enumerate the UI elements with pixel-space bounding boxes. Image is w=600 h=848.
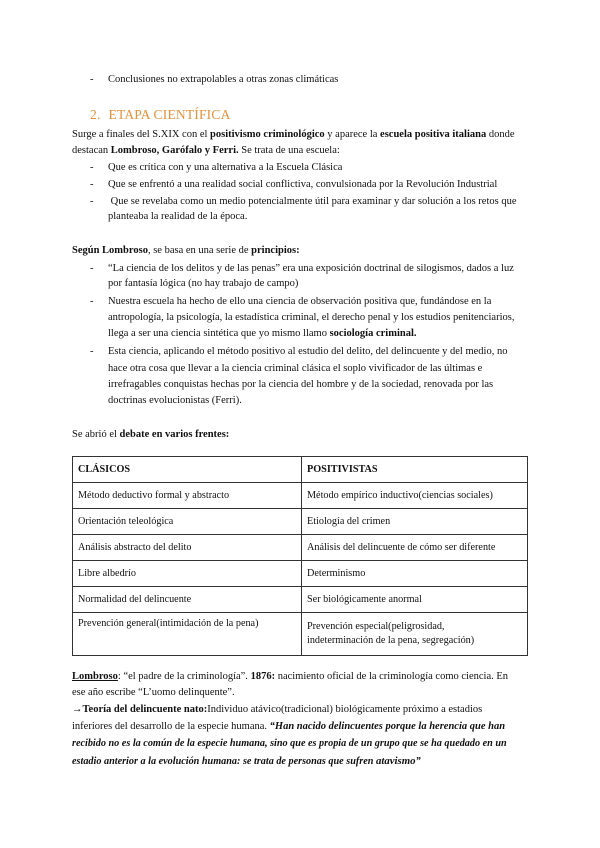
intro-bold-escuela: escuela positiva italiana [380,129,487,140]
intro-line-2 [72,144,340,158]
table-row [73,587,528,613]
closing-line-6 [72,753,421,770]
principle-3-line-4: doctrinas evolucionistas (Ferri). [108,395,242,406]
bullet-dash: - [90,179,94,190]
arrow-right-icon: → [72,704,83,715]
closing-atavismo: atavismo [375,755,416,767]
school-bullet-1: Que es crítica con y una alternativa a la Escuela Clásica [108,162,343,173]
bullet-dash: - [90,196,94,207]
closing-text: inferiores del desarrollo de la especie humana. [72,721,270,732]
closing-line-1 [72,669,508,685]
table-cell-line: Prevención especial(peligrosidad, [307,621,445,632]
table-cell: Ser biológicamente anormal [302,587,528,613]
lombroso-principios: principios: [251,245,300,256]
closing-line-3 [72,702,482,718]
principle-text: llega a ser una ciencia sintética que yo mismo llamo [108,328,330,339]
school-bullet-3-cont: planteaba la realidad de la época. [108,211,248,222]
closing-quote: estadio anterior a la evolución humana: se trata de personas que sufren [72,756,376,767]
section-title: ETAPA CIENTÍFICA [108,107,231,122]
intro-text: Se trata de una escuela: [238,145,340,156]
intro-line-1 [72,128,515,142]
table-row [73,561,528,587]
table-cell: Etiología del crimen [302,509,528,535]
principle-2-line-2: antropología, la psicología, la estadística criminal, el derecho penal y los estudios penitenciarios, [108,312,515,323]
principle-3-line-1: Esta ciencia, aplicando el método positivo al estudio del delito, del delincuente y del medio, no [108,346,508,357]
table-row [73,613,528,656]
closing-lombroso: Lombroso [72,671,118,682]
table-cell: Libre albedrío [73,561,302,587]
principle-1-line-1: “La ciencia de los delitos y de las penas” era una exposición doctrinal de silogismos, dados a luz [108,263,514,274]
table-cell-line: indeterminación de la pena, segregación) [307,635,475,646]
principle-2-line-3 [108,327,417,341]
principle-1-line-2: por fantasía lógica (no hay trabajo de campo) [108,278,299,289]
closing-text: Individuo atávico(tradicional) biológicamente próximo a estadios [207,704,483,715]
table-cell: Prevención general(intimidación de la pena) [73,613,302,656]
closing-quote: “Han nacido delincuentes porque la herencia que han [269,721,506,732]
closing-teoria: Teoría del delincuente nato: [82,704,208,715]
closing-line-5: recibido no es la común de la especie humana, sino que es propia de un grupo que se ha quedado en un [72,738,507,749]
debate-intro [72,428,229,442]
header-clasicos: CLÁSICOS [73,457,302,483]
intro-text: destacan [72,145,111,156]
principle-3-line-3: irrefragables conquistas hechas por la ciencia del hombre y de la sociedad, renovada por las [108,379,494,390]
intro-text: Surge a finales del S.XIX con el [72,129,211,140]
bullet-dash: - [90,346,94,357]
intro-text: donde [486,129,515,140]
school-bullet-3: Que se revelaba como un medio potencialmente útil para examinar y dar solución a los retos que [108,196,517,207]
principle-bold-sociologia: sociología criminal. [329,328,417,339]
intro-text: y aparece la [324,129,381,140]
table-cell: Análisis del delincuente de cómo ser diferente [302,535,528,561]
intro-bold-authors: Lombroso, Garófalo y Ferri. [110,145,239,156]
table-cell: Normalidad del delincuente [73,587,302,613]
bullet-dash: - [90,74,94,85]
section-heading [90,107,231,123]
lombroso-intro [72,244,300,258]
table-cell-multiline [302,613,528,656]
closing-text: : “el padre de la criminología”. [117,671,251,682]
top-bullet-text: Conclusiones no extrapolables a otras zonas climáticas [108,74,339,85]
table-cell: Determinismo [302,561,528,587]
closing-line-2: ese año escribe “L’uomo delinquente”. [72,687,235,698]
table-cell: Análisis abstracto del delito [73,535,302,561]
closing-year: 1876: [250,671,276,682]
intro-bold-positivismo: positivismo criminológico [210,129,325,140]
bullet-dash: - [90,296,94,307]
debate-text: Se abrió el [72,429,120,440]
principle-2-line-1: Nuestra escuela ha hecho de ello una ciencia de observación positiva que, fundándose en la [108,296,492,307]
lombroso-name: Según Lombroso [72,245,148,256]
principle-3-line-2: hace otra cosa que llevar a la ciencia criminal clásica el soplo vivificador de las últimas e [108,363,483,374]
school-bullet-2: Que se enfrentó a una realidad social conflictiva, convulsionada por la Revolución Industrial [108,179,498,190]
bullet-dash: - [90,162,94,173]
table-cell: Orientación teleológica [73,509,302,535]
table-row [73,535,528,561]
bullet-dash: - [90,263,94,274]
header-positivistas: POSITIVISTAS [302,457,528,483]
closing-line-4 [72,719,505,735]
table-header-row [73,457,528,483]
section-number: 2. [90,107,101,122]
comparison-table [72,456,528,656]
table-cell: Método empírico inductivo(ciencias sociales) [302,483,528,509]
debate-bold: debate en varios frentes: [119,429,230,440]
lombroso-text: , se basa en una serie de [147,245,252,256]
closing-text: nacimiento oficial de la criminología como ciencia. En [275,671,509,682]
closing-quote: ” [415,756,421,767]
table-row [73,509,528,535]
table-row [73,483,528,509]
table-cell: Método deductivo formal y abstracto [73,483,302,509]
